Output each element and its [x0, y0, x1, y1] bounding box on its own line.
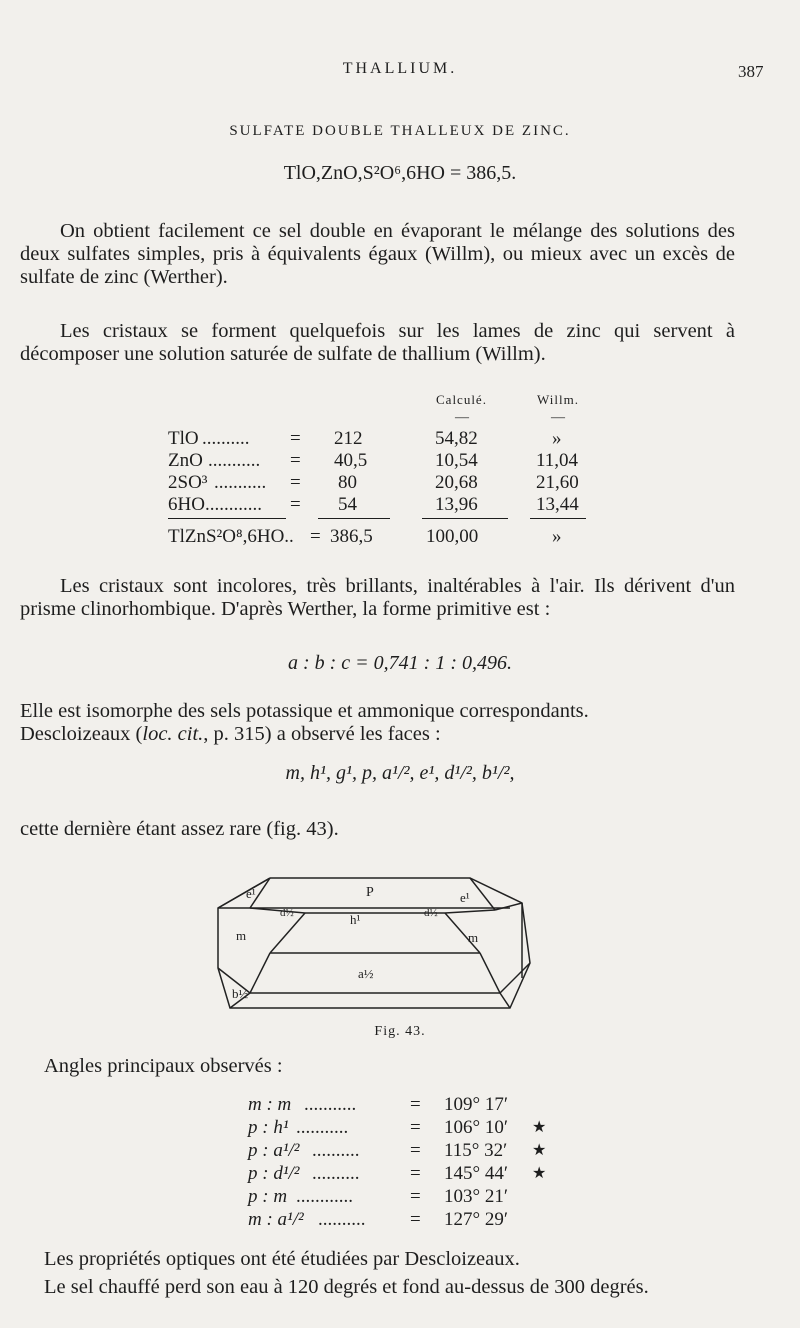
paragraph-heating: Le sel chauffé perd son eau à 120 degrés et fond au-dessus de 300 degrés. [44, 1276, 649, 1298]
label-h1: h¹ [350, 912, 361, 927]
chemical-formula: TlO,ZnO,S²O⁶,6HO = 386,5. [283, 162, 517, 184]
page-number: 387 [738, 62, 764, 81]
sum-rule [530, 518, 586, 519]
sum-rule [318, 518, 390, 519]
header-willm: Willm. [537, 392, 579, 407]
angles-intro: Angles principaux observés : [44, 1055, 283, 1077]
label-m-left: m [236, 928, 247, 943]
dash-willm: — [551, 410, 565, 425]
dash-calcule: — [455, 410, 469, 425]
label-p: P [366, 885, 374, 900]
label-e1-left: e¹ [246, 886, 256, 901]
paragraph-rare-face: cette dernière étant assez rare (fig. 43). [20, 818, 339, 840]
star-icon: ★ [532, 1119, 547, 1136]
table-row: p : a¹/² .......... = 115° 32′ ★ [248, 1140, 547, 1161]
composition-table [0, 392, 800, 562]
table-row: TlO .......... = 212 54,82 » [168, 428, 562, 449]
label-a-half: a½ [358, 966, 374, 981]
figure-caption: Fig. 43. [374, 1024, 426, 1039]
crystal-figure [210, 868, 540, 1018]
paragraph-crystal-properties: Les cristaux sont incolores, très brillants, inaltérables à l'air. Ils dérivent d'un prisme clinorhombique. D'après Werther, la forme primitive est : [20, 575, 735, 620]
running-header: THALLIUM. [342, 60, 458, 77]
sum-rule [168, 518, 286, 519]
table-row: ZnO ........... = 40,5 10,54 11,04 [168, 450, 579, 471]
paragraph-optics: Les propriétés optiques ont été étudiées par Descloizeaux. [44, 1248, 520, 1270]
section-title: SULFATE DOUBLE THALLEUX DE ZINC. [229, 123, 571, 139]
paragraph-preparation: On obtient facilement ce sel double en évaporant le mélange des solutions des deux sulfates simples, pris à équivalents égaux (Willm), ou mieux avec un excès de sulfate de zinc (Werther). [20, 220, 735, 288]
table-row: p : m ............ = 103° 21′ [248, 1186, 509, 1207]
star-icon: ★ [532, 1142, 547, 1159]
label-b-half: b½ [232, 986, 249, 1001]
table-row: p : h¹ ........... = 106° 10′ ★ [248, 1117, 547, 1138]
label-d-right: d½ [424, 907, 438, 919]
label-m-right: m [468, 930, 479, 945]
label-d-left: d½ [280, 907, 294, 919]
table-row: p : d¹/² .......... = 145° 44′ ★ [248, 1163, 547, 1184]
star-icon: ★ [532, 1165, 547, 1182]
paragraph-crystals-zinc: Les cristaux se forment quelquefois sur les lames de zinc qui servent à décomposer une solution saturée de sulfate de thallium (Willm). [20, 320, 735, 365]
table-row: 2SO³ ........... = 80 20,68 21,60 [168, 472, 579, 493]
paragraph-isomorphism: Elle est isomorphe des sels potassique et ammonique correspondants. Descloizeaux (loc. cit., p. 315) a observé les faces : [20, 700, 589, 745]
label-e1-right: e¹ [460, 890, 470, 905]
sum-rule [422, 518, 508, 519]
table-row: m : a¹/² .......... = 127° 29′ [248, 1209, 509, 1230]
table-total-row: TlZnS²O⁸,6HO.. = 386,5 100,00 » [168, 526, 562, 547]
table-row: m : m ........... = 109° 17′ [248, 1094, 509, 1115]
axial-ratio: a : b : c = 0,741 : 1 : 0,496. [287, 652, 512, 674]
table-row: 6HO ............ = 54 13,96 13,44 [168, 494, 579, 515]
faces-list: m, h¹, g¹, p, a¹/², e¹, d¹/², b¹/², [285, 762, 515, 784]
header-calcule: Calculé. [436, 392, 487, 407]
